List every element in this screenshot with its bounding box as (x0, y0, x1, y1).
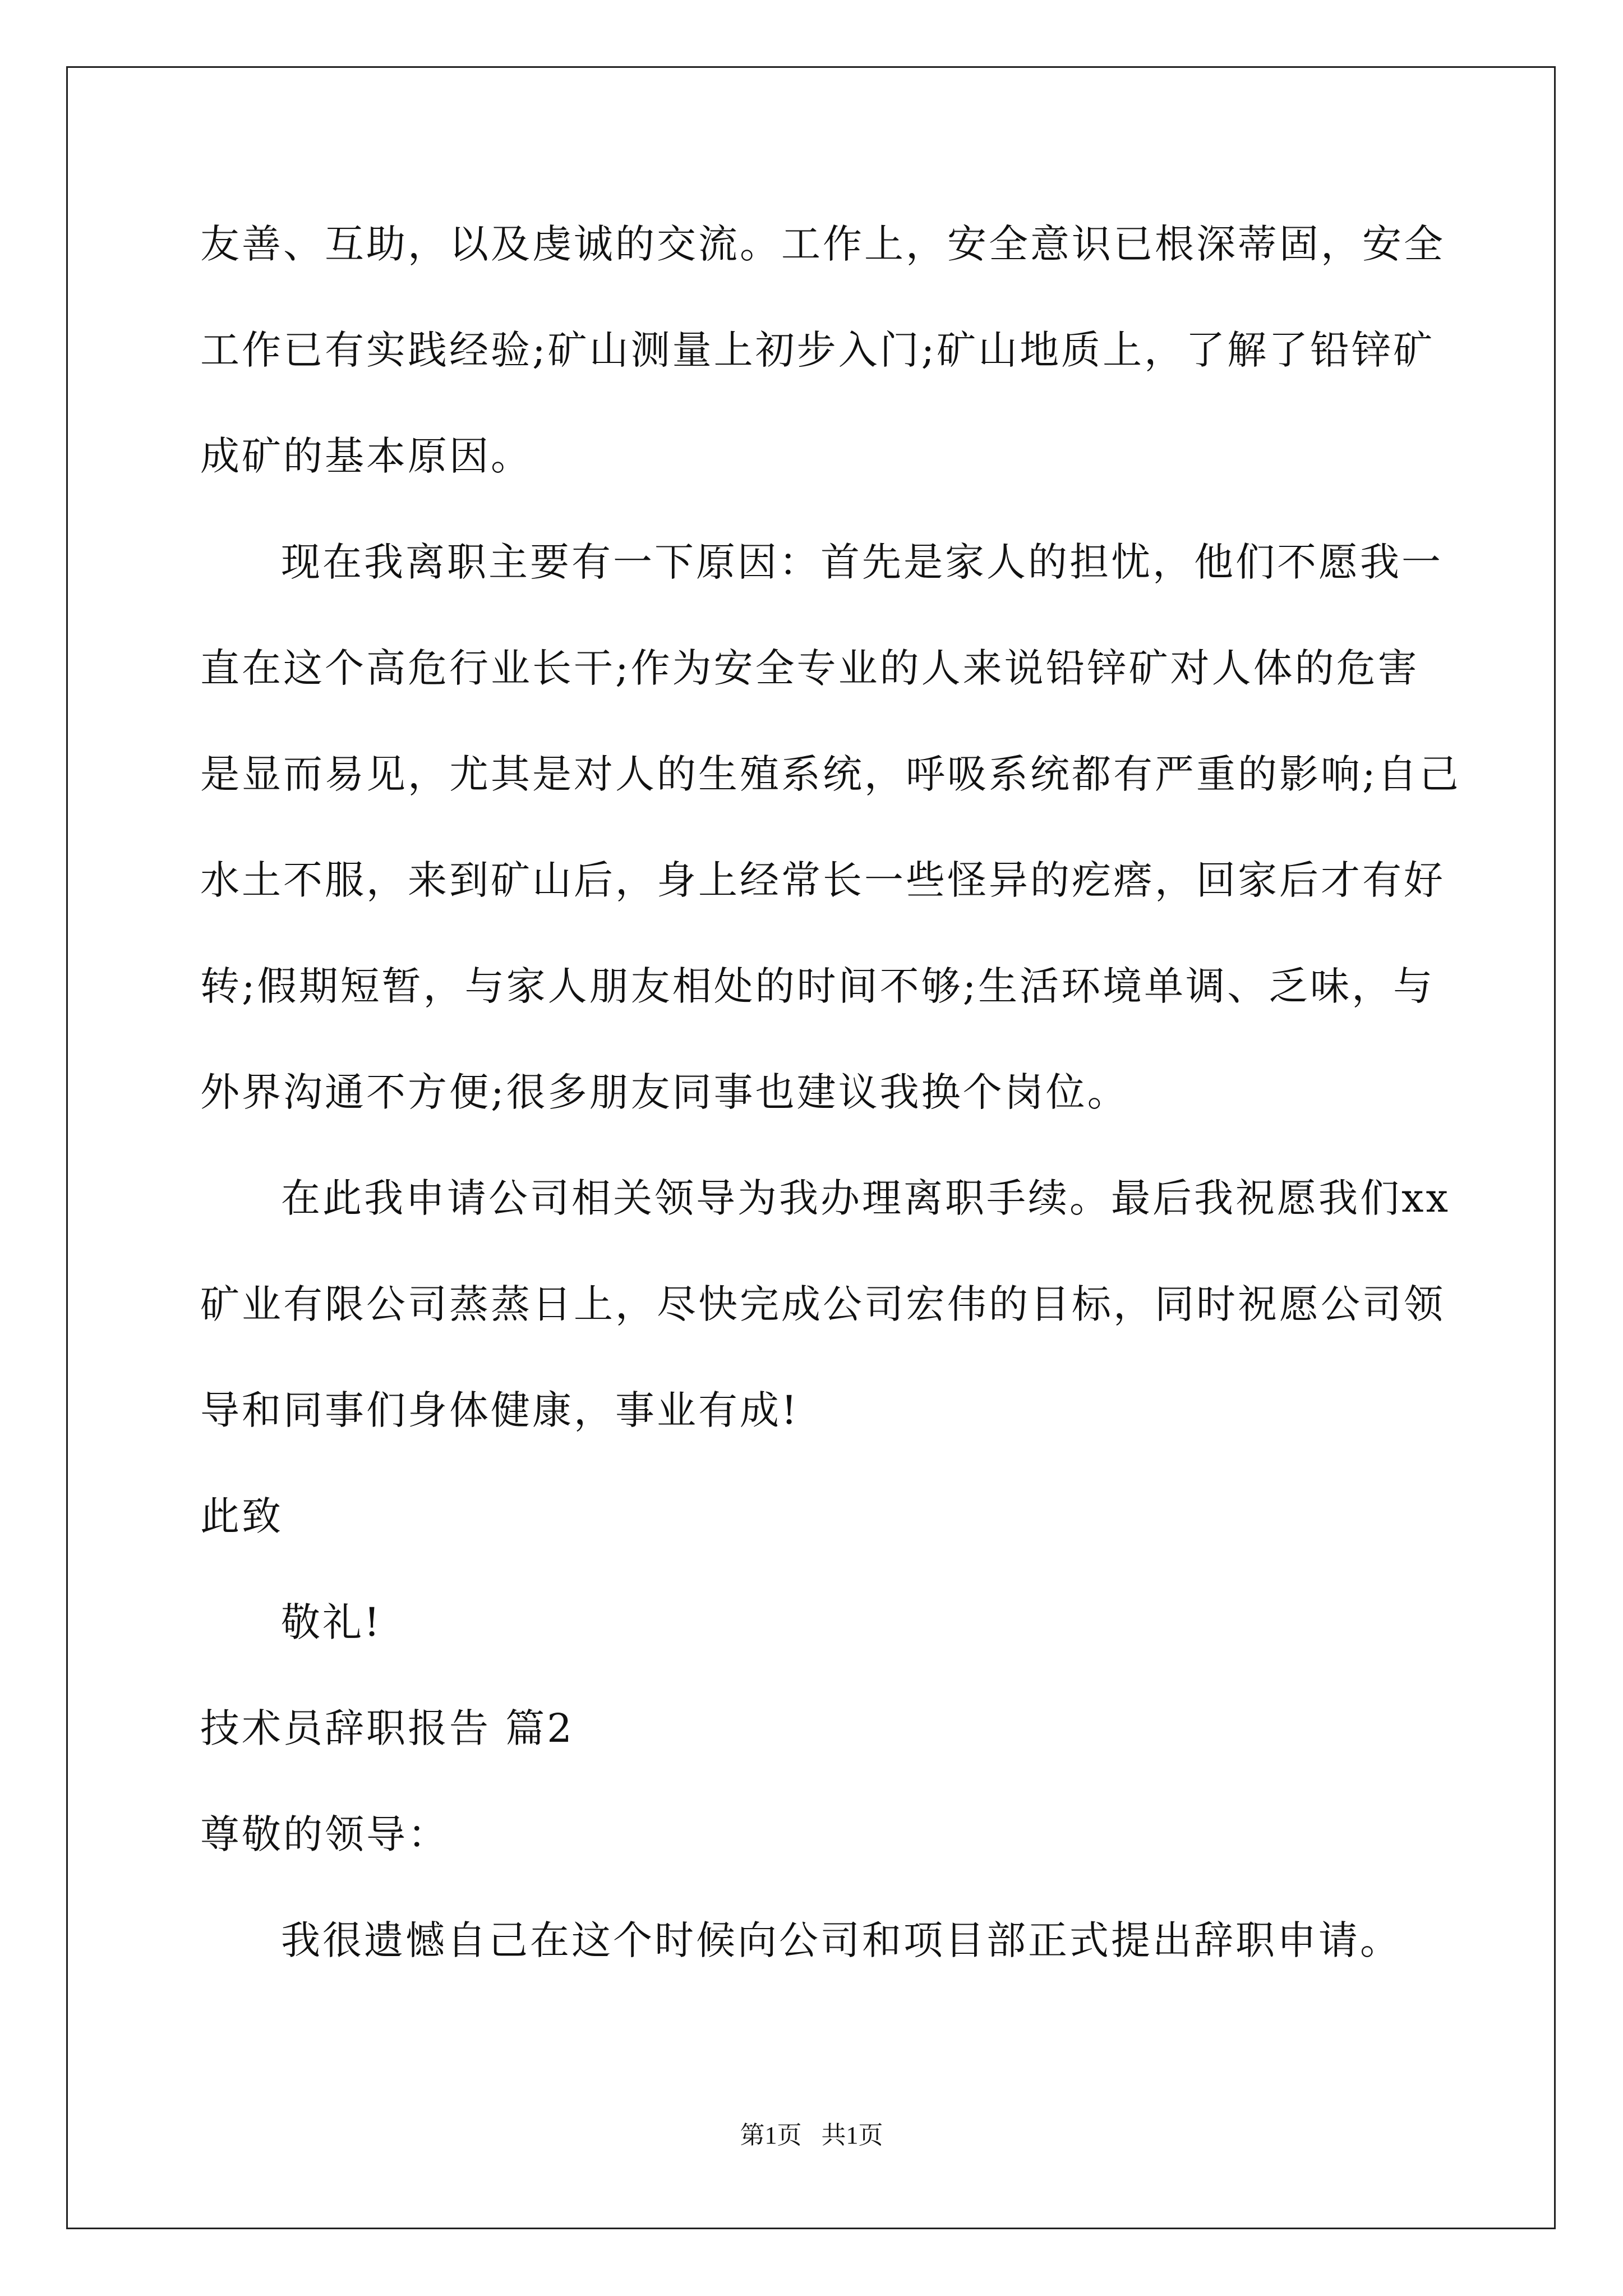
page-total: 共1页 (821, 2122, 883, 2149)
text-line: 友善、互助，以及虔诚的交流。工作上，安全意识已根深蒂固，安全 (200, 221, 1445, 267)
text-line: 成矿的基本原因。 (200, 433, 532, 479)
paragraph-start: 现在我离职主要有一下原因：首先是家人的担忧，他们不愿我一 (281, 539, 1443, 585)
greeting: 尊敬的领导： (200, 1811, 449, 1857)
page-border (66, 66, 1556, 2229)
text-line: 水土不服，来到矿山后，身上经常长一些怪异的疙瘩，回家后才有好 (200, 857, 1445, 903)
text-line: 直在这个高危行业长干;作为安全专业的人来说铅锌矿对人体的危害 (200, 645, 1419, 691)
section-heading: 技术员辞职报告 篇2 (200, 1705, 574, 1751)
text-line: 导和同事们身体健康，事业有成! (200, 1387, 800, 1433)
text-line: 矿业有限公司蒸蒸日上，尽快完成公司宏伟的目标，同时祝愿公司领 (200, 1281, 1445, 1327)
text-line: 是显而易见，尤其是对人的生殖系统，呼吸系统都有严重的影响;自己 (200, 751, 1461, 797)
text-line: 转;假期短暂，与家人朋友相处的时间不够;生活环境单调、乏味，与 (200, 963, 1435, 1009)
paragraph-start: 我很遗憾自己在这个时候向公司和项目部正式提出辞职申请。 (281, 1917, 1401, 1963)
text-line: 工作已有实践经验;矿山测量上初步入门;矿山地质上，了解了铅锌矿 (200, 327, 1435, 373)
closing-regards: 敬礼! (281, 1599, 382, 1645)
closing-salutation: 此致 (200, 1493, 283, 1539)
page-footer (0, 2115, 1623, 2151)
text-line: 外界沟通不方便;很多朋友同事也建议我换个岗位。 (200, 1069, 1129, 1115)
page-number: 第1页 (740, 2122, 802, 2149)
paragraph-start: 在此我申请公司相关领导为我办理离职手续。最后我祝愿我们xx (281, 1175, 1450, 1221)
